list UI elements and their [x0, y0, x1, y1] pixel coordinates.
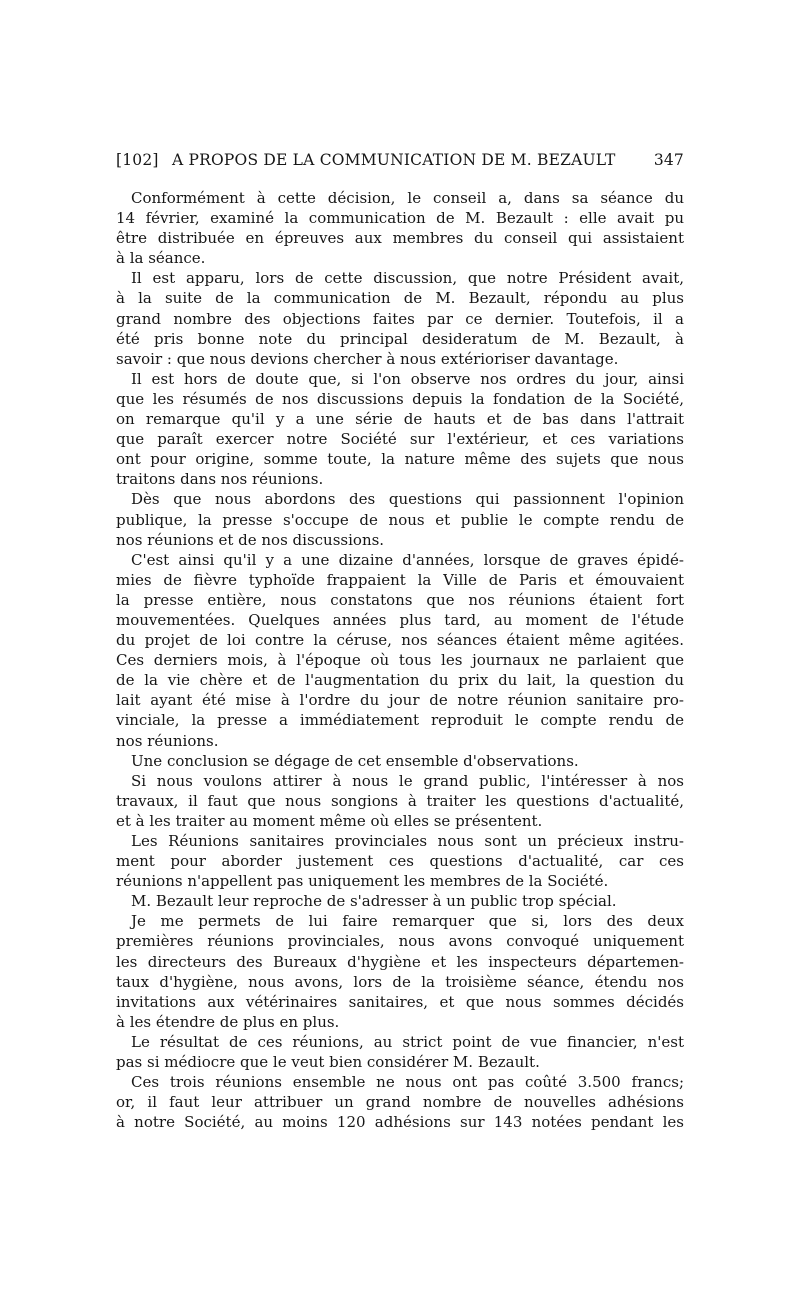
paragraph: [116, 550, 684, 751]
text-line: la presse entière, nous constatons que nos réunions étaient fort: [116, 590, 684, 609]
text-line: publique, la presse s'occupe de nous et publie le compte rendu de: [116, 510, 684, 529]
text-line: du projet de loi contre la céruse, nos séances étaient même agitées.: [116, 631, 684, 650]
text-line: mouvementées. Quelques années plus tard, au moment de l'étude: [116, 610, 684, 629]
text-line: Il est hors de doute que, si l'on observe nos ordres du jour, ainsi: [131, 369, 684, 388]
paragraph: [116, 268, 684, 368]
running-header: [116, 151, 684, 173]
text-line: Le résultat de ces réunions, au strict point de vue financier, n'est: [131, 1032, 684, 1051]
text-line: à notre Société, au moins 120 adhésions sur 143 notées pendant les: [116, 1113, 684, 1132]
text-line: travaux, il faut que nous songions à traiter les questions d'actualité,: [116, 791, 684, 810]
text-line: ment pour aborder justement ces questions d'actualité, car ces: [116, 852, 684, 871]
text-line: Si nous voulons attirer à nous le grand public, l'intéresser à nos: [131, 771, 684, 790]
text-line: premières réunions provinciales, nous avons convoqué uniquement: [116, 932, 684, 951]
text-line: de la vie chère et de l'augmentation du prix du lait, la question du: [116, 671, 684, 690]
paragraph: [116, 911, 684, 1032]
text-line: grand nombre des objections faites par ce dernier. Toutefois, il a: [116, 309, 684, 328]
paragraph: [116, 369, 684, 490]
text-line: que paraît exercer notre Société sur l'extérieur, et ces variations: [116, 430, 684, 449]
text-line: Conformément à cette décision, le conseil a, dans sa séance du: [131, 189, 684, 207]
text-line: traitons dans nos réunions.: [116, 470, 324, 489]
paragraph: [116, 891, 684, 911]
text-line: taux d'hygiène, nous avons, lors de la troisième séance, étendu nos: [116, 972, 684, 991]
text-line: M. Bezault leur reproche de s'adresser à un public trop spécial.: [131, 892, 617, 911]
paragraph: [116, 188, 684, 268]
text-line: or, il faut leur attribuer un grand nombre de nouvelles adhésions: [116, 1093, 684, 1112]
text-line: C'est ainsi qu'il y a une dizaine d'années, lorsque de graves épidé-: [131, 550, 684, 569]
text-line: à la suite de la communication de M. Bezault, répondu au plus: [116, 289, 684, 308]
paragraph: [116, 1032, 684, 1072]
section-number: [102]: [116, 151, 159, 169]
paragraph: [116, 751, 684, 771]
text-line: mies de fièvre typhoïde frappaient la Ville de Paris et émouvaient: [116, 570, 684, 589]
text-line: pas si médiocre que le veut bien considérer M. Bezault.: [116, 1053, 540, 1072]
paragraph: [116, 831, 684, 891]
text-line: savoir : que nous devions chercher à nous extérioriser davantage.: [116, 349, 619, 368]
text-line: 14 février, examiné la communication de M. Bezault : elle avait pu: [116, 209, 684, 228]
page-number: 347: [653, 151, 684, 169]
text-line: Ces derniers mois, à l'époque où tous les journaux ne parlaient que: [116, 651, 684, 670]
text-line: et à les traiter au moment même où elles se présentent.: [116, 811, 543, 830]
paragraph: [116, 1072, 684, 1132]
text-line: été pris bonne note du principal desideratum de M. Bezault, à: [116, 329, 684, 348]
text-line: nos réunions et de nos discussions.: [116, 530, 385, 549]
body-text: [116, 188, 684, 1132]
text-line: être distribuée en épreuves aux membres du conseil qui assistaient: [116, 229, 684, 248]
text-line: à les étendre de plus en plus.: [116, 1012, 340, 1031]
text-line: réunions n'appellent pas uniquement les membres de la Société.: [116, 872, 609, 891]
text-line: lait ayant été mise à l'ordre du jour de notre réunion sanitaire pro-: [116, 691, 684, 710]
text-line: ont pour origine, somme toute, la nature même des sujets que nous: [116, 450, 684, 469]
running-title: A PROPOS DE LA COMMUNICATION DE M. BEZAULT: [172, 151, 616, 169]
text-line: Dès que nous abordons des questions qui passionnent l'opinion: [131, 490, 684, 509]
text-line: Les Réunions sanitaires provinciales nous sont un précieux instru-: [131, 832, 684, 850]
text-line: Ces trois réunions ensemble ne nous ont pas coûté 3.500 francs;: [131, 1073, 684, 1092]
text-line: à la séance.: [116, 249, 206, 268]
text-line: Je me permets de lui faire remarquer que si, lors des deux: [131, 912, 684, 931]
text-line: les directeurs des Bureaux d'hygiène et les inspecteurs départemen-: [116, 952, 684, 971]
text-line: nos réunions.: [116, 731, 219, 750]
paragraph: [116, 489, 684, 549]
paragraph: [116, 771, 684, 831]
text-line: Il est apparu, lors de cette discussion, que notre Président avait,: [131, 269, 684, 288]
text-line: Une conclusion se dégage de cet ensemble d'observations.: [131, 751, 579, 770]
text-line: on remarque qu'il y a une série de hauts et de bas dans l'attrait: [116, 410, 684, 429]
text-line: invitations aux vétérinaires sanitaires, et que nous sommes décidés: [116, 992, 684, 1011]
text-line: vinciale, la presse a immédiatement reproduit le compte rendu de: [116, 711, 684, 730]
text-line: que les résumés de nos discussions depuis la fondation de la Société,: [116, 389, 684, 408]
